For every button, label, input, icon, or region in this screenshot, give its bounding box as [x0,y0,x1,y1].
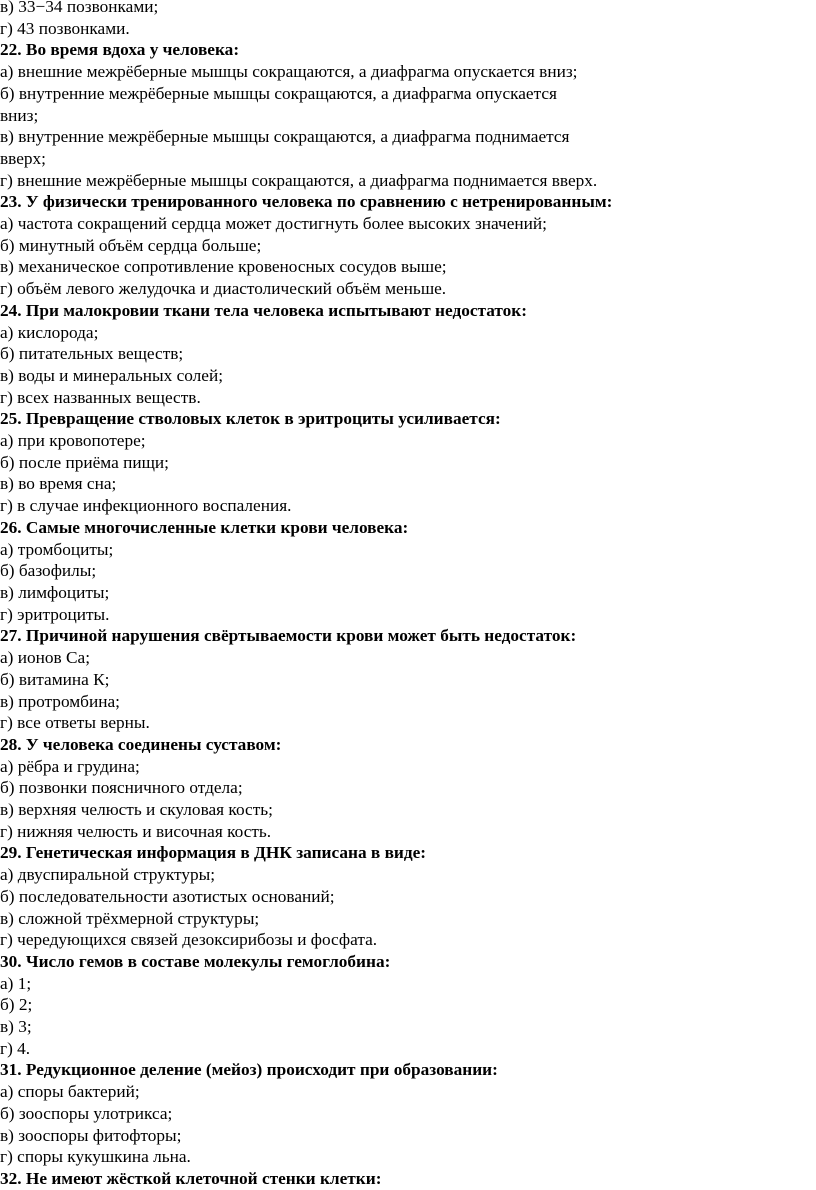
answer-option: а) рёбра и грудина; [0,756,140,776]
question-title: 26. Самые многочисленные клетки крови человека: [0,517,409,537]
answer-option: а) тромбоциты; [0,539,114,559]
question-block [0,1168,816,1190]
lead-options [0,0,816,39]
question-title: 27. Причиной нарушения свёртываемости крови может быть недостаток: [0,626,577,646]
answer-option: г) в случае инфекционного воспаления. [0,496,292,516]
question-title: 22. Во время вдоха у человека: [0,40,240,60]
answer-option: в) сложной трёхмерной структуры; [0,908,260,928]
answer-option: а) 1; [0,973,32,993]
answer-option: г) 4. [0,1038,31,1058]
answer-option: б) 2; [0,995,33,1015]
question-title: 29. Генетическая информация в ДНК записана в виде: [0,843,427,863]
answer-option: в) протромбина; [0,691,120,711]
question-title: 28. У человека соединены суставом: [0,734,282,754]
question-title: 25. Превращение стволовых клеток в эритроциты усиливается: [0,409,501,429]
answer-option: а) ионов Са; [0,648,91,668]
answer-option: г) все ответы верны. [0,713,150,733]
answer-option: а) частота сокращений сердца может достигнуть более высоких значений; [0,214,547,234]
question-block [0,300,816,409]
answer-option: в) 3; [0,1017,32,1037]
answer-option: вверх; [0,148,46,168]
answer-option: б) зооспоры улотрикса; [0,1103,173,1123]
answer-option: а) споры бактерий; [0,1082,140,1102]
question-title: 30. Число гемов в составе молекулы гемоглобина: [0,951,391,971]
answer-option: в) зооспоры фитофторы; [0,1125,182,1145]
question-block [0,842,816,951]
question-title: 24. При малокровии ткани тела человека испытывают недостаток: [0,300,528,320]
answer-option: в) лимфоциты; [0,582,110,602]
answer-option: б) минутный объём сердца больше; [0,235,262,255]
answer-option: в) воды и минеральных солей; [0,365,224,385]
question-block [0,191,816,300]
answer-option: г) внешние межрёберные мышцы сокращаются, а диафрагма поднимается вверх. [0,170,598,190]
question-title: 23. У физически тренированного человека по сравнению с нетренированным: [0,192,613,212]
question-title: 31. Редукционное деление (мейоз) происходит при образовании: [0,1060,498,1080]
answer-option: г) чередующихся связей дезоксирибозы и фосфата. [0,930,378,950]
answer-option: а) при кровопотере; [0,431,146,451]
answer-option: а) двуспиральной структуры; [0,865,216,885]
question-title: 32. Не имеют жёсткой клеточной стенки клетки: [0,1168,382,1188]
question-block [0,517,816,626]
answer-option: б) позвонки поясничного отдела; [0,778,243,798]
answer-option: в) внутренние межрёберные мышцы сокращаются, а диафрагма поднимается [0,127,570,147]
question-block [0,408,816,517]
answer-option: б) последовательности азотистых оснований; [0,886,335,906]
question-block [0,951,816,1060]
answer-option: б) базофилы; [0,561,97,581]
answer-option: г) всех названных веществ. [0,387,201,407]
question-list [0,39,816,1189]
answer-option: б) витамина К; [0,669,110,689]
answer-option: г) объём левого желудочка и диастолический объём меньше. [0,279,447,299]
answer-option: б) внутренние межрёберные мышцы сокращаются, а диафрагма опускается [0,83,557,103]
answer-option: г) нижняя челюсть и височная кость. [0,821,272,841]
question-block [0,734,816,843]
answer-option: а) внешние межрёберные мышцы сокращаются, а диафрагма опускается вниз; [0,62,578,82]
answer-option: г) 43 позвонками. [0,18,130,38]
answer-option: г) эритроциты. [0,604,110,624]
answer-option: г) споры кукушкина льна. [0,1147,191,1167]
answer-option: в) 33−34 позвонками; [0,0,159,16]
answer-option: б) после приёма пищи; [0,452,169,472]
answer-option: б) питательных веществ; [0,344,184,364]
answer-option: в) верхняя челюсть и скуловая кость; [0,800,273,820]
question-block [0,1059,816,1168]
question-block [0,39,816,191]
question-block [0,625,816,734]
answer-option: а) кислорода; [0,322,99,342]
answer-option: в) во время сна; [0,474,117,494]
answer-option: в) механическое сопротивление кровеносных сосудов выше; [0,257,447,277]
answer-option: вниз; [0,105,39,125]
